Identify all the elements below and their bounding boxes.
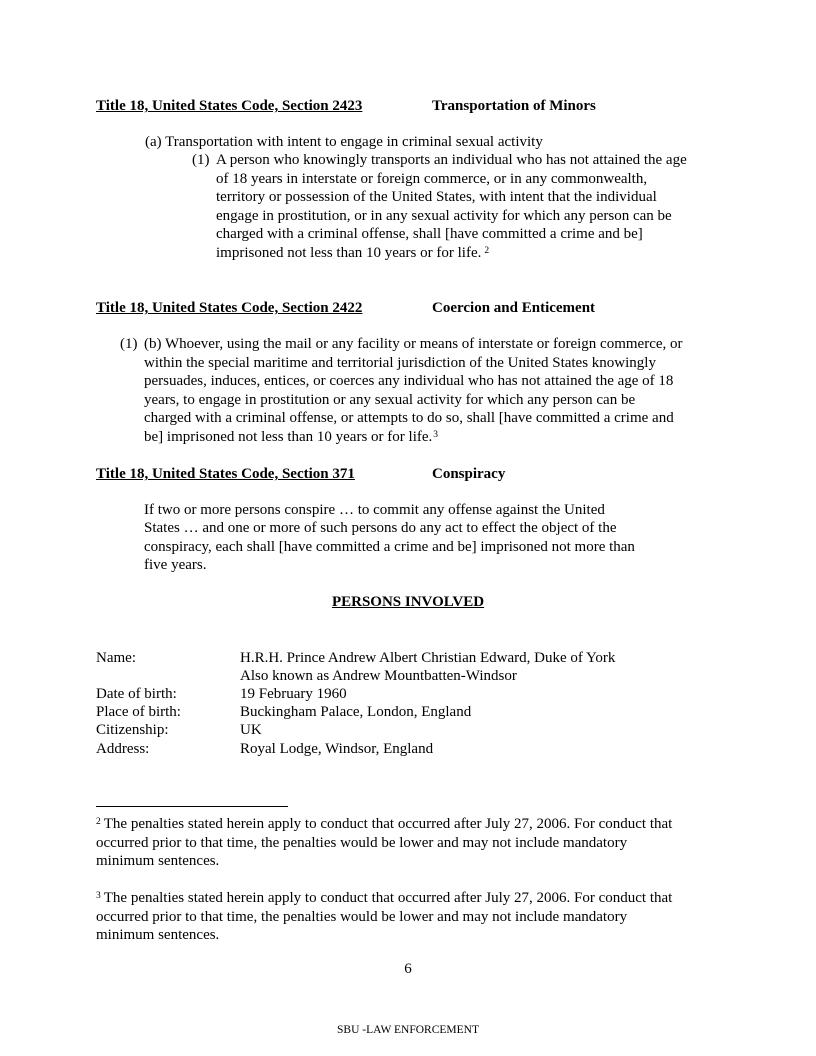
section-2422-line: years, to engage in prostitution or any sexual activity for which any person can be — [144, 392, 636, 408]
section-2422-line: be] imprisoned not less than 10 years or for life. — [144, 429, 433, 445]
person-label: Address: — [96, 741, 150, 757]
section-2423-title: Transportation of Minors — [432, 98, 596, 114]
persons-heading: PERSONS INVOLVED — [331, 594, 485, 610]
footnote-line: minimum sentences. — [96, 927, 220, 943]
section-2422-citation: Title 18, United States Code, Section 2422 — [96, 300, 363, 316]
footnote-line: The penalties stated herein apply to conduct that occurred after July 27, 2006. For conduct that — [103, 890, 673, 906]
section-371-line: five years. — [144, 557, 207, 573]
footnote-2-first-line — [96, 815, 672, 834]
person-value: UK — [240, 722, 262, 738]
footnote-3-first-line — [96, 889, 672, 908]
section-2423-line: of 18 years in interstate or foreign commerce, or in any commonwealth, — [216, 171, 648, 187]
section-2423-citation: Title 18, United States Code, Section 2423 — [96, 98, 363, 114]
section-371-line: States … and one or more of such persons do any act to effect the object of the — [144, 520, 617, 536]
section-2423-item-marker: (1) — [192, 152, 210, 168]
section-371-line: If two or more persons conspire … to commit any offense against the United — [144, 502, 605, 518]
person-label: Name: — [96, 650, 136, 666]
footnote-2-number: 2 — [96, 817, 101, 827]
section-371-line: conspiracy, each shall [have committed a crime and be] imprisoned not more than — [144, 539, 635, 555]
person-value: Royal Lodge, Windsor, England — [240, 741, 434, 757]
section-2422-last-line — [144, 428, 438, 447]
section-2422-item-marker: (1) — [120, 336, 138, 352]
person-value: Buckingham Palace, London, England — [240, 704, 472, 720]
footnote-ref-2[interactable]: 2 — [484, 246, 490, 256]
section-2423-last-line — [216, 244, 489, 263]
person-label: Date of birth: — [96, 686, 177, 702]
section-2423-line: engage in prostitution, or in any sexual activity for which any person can be — [216, 208, 672, 224]
person-label: Citizenship: — [96, 722, 169, 738]
person-label: Place of birth: — [96, 704, 181, 720]
footnote-line: occurred prior to that time, the penalties would be lower and may not include mandatory — [96, 835, 628, 851]
section-2422-line: within the special maritime and territorial jurisdiction of the United States knowingly — [144, 355, 656, 371]
section-2423-subheading: (a) Transportation with intent to engage in criminal sexual activity — [145, 134, 543, 150]
footnote-ref-3[interactable]: 3 — [433, 430, 439, 440]
person-value: Also known as Andrew Mountbatten-Windsor — [240, 668, 517, 684]
person-value: 19 February 1960 — [240, 686, 347, 702]
footnote-3-number: 3 — [96, 891, 101, 901]
section-2423-line: territory or possession of the United States, with intent that the individual — [216, 189, 657, 205]
section-2423-line: A person who knowingly transports an individual who has not attained the age — [216, 152, 687, 168]
footnote-line: occurred prior to that time, the penalties would be lower and may not include mandatory — [96, 909, 628, 925]
section-371-citation: Title 18, United States Code, Section 371 — [96, 466, 355, 482]
section-371-title: Conspiracy — [432, 466, 506, 482]
section-2423-line: charged with a criminal offense, shall [have committed a crime and be] — [216, 226, 643, 242]
persons-heading-wrap — [0, 593, 816, 612]
footnote-line: The penalties stated herein apply to conduct that occurred after July 27, 2006. For conduct that — [103, 816, 673, 832]
section-2422-line: (b) Whoever, using the mail or any facility or means of interstate or foreign commerce, or — [144, 336, 683, 352]
footnote-divider — [96, 806, 288, 807]
section-2422-title: Coercion and Enticement — [432, 300, 596, 316]
page-number: 6 — [404, 961, 412, 977]
section-2423-line: imprisoned not less than 10 years or for life. — [216, 245, 482, 261]
section-2422-line: charged with a criminal offense, or attempts to do so, shall [have committed a crime and — [144, 410, 674, 426]
footnote-line: minimum sentences. — [96, 853, 220, 869]
page-footer: SBU -LAW ENFORCEMENT — [337, 1024, 479, 1036]
person-value: H.R.H. Prince Andrew Albert Christian Edward, Duke of York — [240, 650, 616, 666]
section-2422-line: persuades, induces, entices, or coerces any individual who has not attained the age of 18 — [144, 373, 674, 389]
